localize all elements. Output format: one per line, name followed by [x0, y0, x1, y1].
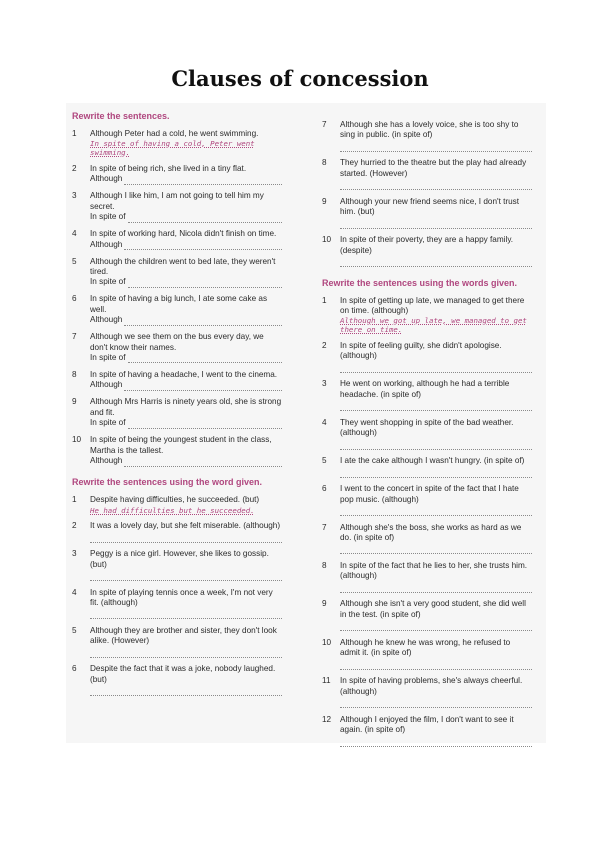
exercise-item: [322, 676, 532, 708]
item-sentence: Although she has a lovely voice, she is too shy to sing in public. (in spite of): [340, 120, 519, 140]
exercise-item: [72, 626, 282, 658]
worksheet: [66, 103, 546, 743]
item-sentence: Although she's the boss, she works as hard as we do. (in spite of): [340, 522, 522, 543]
dotted-line: [128, 421, 282, 429]
item-number: 10: [322, 637, 332, 647]
dotted-line: [124, 318, 282, 326]
exercise-item: [72, 294, 282, 325]
answer-start-word: Although: [90, 380, 123, 390]
item-number: 4: [322, 417, 327, 427]
item-number: 5: [322, 456, 327, 466]
answer-start-word: Although: [90, 239, 123, 249]
exercise-item: [72, 370, 282, 391]
exercise-item: [72, 495, 282, 514]
answer-line[interactable]: [340, 141, 532, 152]
item-number: 3: [72, 191, 77, 201]
exercise-item: [72, 229, 282, 250]
answer-start-word: Although: [90, 315, 123, 325]
answer-start-word: In spite of: [90, 353, 126, 363]
answer-line[interactable]: [340, 736, 532, 747]
item-number: 10: [72, 435, 82, 445]
dotted-line: [124, 383, 282, 391]
left-column: [72, 111, 282, 703]
answer-start-word: Although: [90, 456, 123, 466]
item-sentence: In spite of being rich, she lived in a tiny flat.: [90, 164, 247, 173]
page-title: Clauses of concession: [171, 66, 429, 91]
item-number: 11: [322, 676, 331, 686]
item-sentence: Although I enjoyed the film, I don't want to see it again. (in spite of): [340, 714, 514, 735]
answer-line[interactable]: [340, 256, 532, 267]
exercise-item: [322, 484, 532, 516]
answer-line[interactable]: [90, 353, 282, 363]
dotted-line: [124, 242, 282, 250]
item-sentence: Although Peter had a cold, he went swimming.: [90, 129, 259, 138]
answer-line[interactable]: [340, 697, 532, 708]
answer-line[interactable]: [90, 532, 282, 543]
item-sentence: Although the children went to bed late, they weren't tired.: [90, 256, 276, 277]
exercise-item: [72, 129, 282, 157]
answer-line[interactable]: [340, 362, 532, 373]
answer-line[interactable]: [90, 647, 282, 658]
answer-line[interactable]: [90, 277, 282, 287]
dotted-line: [128, 355, 282, 363]
right-column: [322, 120, 532, 753]
exercise-item: [322, 599, 532, 631]
answer-line[interactable]: [340, 620, 532, 631]
section2-heading: Rewrite the sentences using the word given.: [72, 477, 263, 488]
exercise-item: [72, 435, 282, 466]
item-number: 7: [72, 332, 77, 342]
item-sentence: In spite of the fact that he lies to her, she trusts him. (although): [340, 561, 528, 581]
item-number: 1: [72, 495, 77, 505]
item-number: 10: [322, 235, 332, 245]
item-sentence: It was a lovely day, but she felt miserable. (although): [90, 521, 281, 531]
item-sentence: In spite of their poverty, they are a happy family. (despite): [340, 235, 514, 255]
item-sentence: Despite having difficulties, he succeeded. (but): [90, 495, 260, 505]
exercise-item: [322, 235, 532, 267]
item-sentence: I ate the cake although I wasn't hungry. (in spite of): [340, 456, 525, 466]
answer-line[interactable]: [90, 380, 282, 390]
answer-line[interactable]: [90, 240, 282, 250]
answer-line[interactable]: [340, 179, 532, 190]
section2-list-part2: [322, 120, 532, 267]
item-sentence: In spite of feeling guilty, she didn't apologise. (although): [340, 341, 502, 361]
example-answer: In spite of having a cold, Peter went swimming.: [90, 139, 255, 158]
dotted-line: [128, 215, 282, 223]
exercise-item: [72, 257, 282, 288]
answer-start-word: In spite of: [90, 212, 126, 222]
item-sentence: Although he knew he was wrong, he refused to admit it. (in spite of): [340, 637, 511, 658]
item-sentence: In spite of getting up late, we managed to get there on time. (although): [340, 295, 525, 316]
item-number: 6: [322, 484, 327, 494]
exercise-item: [72, 549, 282, 581]
item-number: 7: [322, 522, 327, 532]
answer-start-word: In spite of: [90, 277, 126, 287]
item-number: 3: [322, 379, 327, 389]
exercise-item: [72, 397, 282, 428]
item-sentence: Although they are brother and sister, they don't look alike. (However): [90, 625, 277, 646]
item-number: 8: [322, 158, 327, 168]
section2-list-part1: [72, 495, 282, 696]
answer-line[interactable]: [340, 659, 532, 670]
item-number: 6: [72, 664, 77, 674]
item-number: 8: [72, 370, 77, 380]
answer-start-word: In spite of: [90, 418, 126, 428]
answer-start-word: Although: [90, 174, 123, 184]
answer-line[interactable]: [90, 212, 282, 222]
item-number: 7: [322, 120, 327, 129]
exercise-item: [72, 164, 282, 185]
item-sentence: Although we see them on the bus every day, we don't know their names.: [90, 332, 264, 352]
item-sentence: They went shopping in spite of the bad weather. (although): [340, 417, 514, 438]
item-number: 9: [322, 599, 327, 609]
exercise-item: [72, 588, 282, 620]
item-number: 6: [72, 294, 77, 304]
item-number: 9: [72, 397, 77, 407]
answer-line[interactable]: [340, 505, 532, 516]
exercise-item: [322, 341, 532, 373]
answer-line[interactable]: [340, 439, 532, 450]
item-sentence: Despite the fact that it was a joke, nobody laughed. (but): [90, 664, 276, 684]
answer-line[interactable]: [90, 608, 282, 619]
dotted-line: [128, 280, 282, 288]
item-sentence: In spite of working hard, Nicola didn't finish on time.: [90, 229, 277, 239]
exercise-item: [322, 715, 532, 747]
item-sentence: I went to the concert in spite of the fact that I hate pop music. (although): [340, 484, 519, 504]
answer-line[interactable]: [340, 218, 532, 229]
exercise-item: [322, 638, 532, 670]
item-number: 9: [322, 196, 327, 206]
item-number: 4: [72, 587, 77, 597]
exercise-item: [72, 664, 282, 696]
item-number: 1: [72, 129, 77, 138]
item-number: 3: [72, 549, 77, 559]
answer-line[interactable]: [90, 570, 282, 581]
exercise-item: [322, 120, 532, 152]
item-sentence: In spite of having problems, she's always cheerful. (although): [340, 676, 523, 696]
example-answer: He had difficulties but he succeeded.: [90, 505, 255, 515]
item-sentence: In spite of playing tennis once a week, I'm not very fit. (although): [90, 587, 273, 607]
answer-line[interactable]: [340, 543, 532, 554]
item-sentence: Although your new friend seems nice, I don't trust him. (but): [340, 196, 520, 217]
item-sentence: Although she isn't a very good student, she did well in the test. (in spite of): [340, 599, 526, 619]
item-sentence: In spite of being the youngest student in the class, Martha is the tallest.: [90, 435, 272, 455]
exercise-item: [322, 379, 532, 411]
section1-list: [72, 129, 282, 467]
exercise-item: [72, 332, 282, 363]
example-answer: Although we got up late, we managed to get there on time.: [340, 316, 527, 335]
answer-line[interactable]: [340, 467, 532, 478]
exercise-item: [72, 521, 282, 542]
exercise-item: [322, 561, 532, 593]
dotted-line: [124, 459, 282, 467]
exercise-item: [322, 158, 532, 190]
answer-line[interactable]: [90, 418, 282, 428]
section3-list: [322, 296, 532, 747]
section3-heading: Rewrite the sentences using the words given.: [322, 277, 518, 288]
item-number: 5: [72, 625, 77, 635]
item-number: 4: [72, 229, 77, 239]
answer-line[interactable]: [90, 685, 282, 696]
exercise-item: [322, 197, 532, 229]
section1-heading: Rewrite the sentences.: [72, 111, 170, 121]
item-number: 1: [322, 295, 327, 305]
item-number: 2: [72, 521, 77, 531]
item-sentence: He went on working, although he had a terrible headache. (in spite of): [340, 379, 510, 399]
answer-line[interactable]: [90, 315, 282, 325]
item-sentence: In spite of having a big lunch, I ate some cake as well.: [90, 294, 268, 314]
exercise-item: [322, 296, 532, 335]
answer-line[interactable]: [90, 174, 282, 184]
item-sentence: Peggy is a nice girl. However, she likes to gossip. (but): [90, 549, 269, 569]
exercise-item: [322, 523, 532, 555]
item-sentence: Although I like him, I am not going to tell him my secret.: [90, 191, 264, 211]
item-number: 2: [72, 164, 77, 173]
item-sentence: Although Mrs Harris is ninety years old, she is strong and fit.: [90, 397, 282, 417]
item-number: 2: [322, 341, 327, 351]
exercise-item: [322, 418, 532, 450]
exercise-item: [72, 191, 282, 222]
item-sentence: They hurried to the theatre but the play had already started. (However): [340, 158, 527, 178]
item-number: 8: [322, 561, 327, 571]
item-sentence: In spite of having a headache, I went to the cinema.: [90, 370, 278, 380]
item-number: 5: [72, 256, 77, 266]
dotted-line: [124, 177, 282, 185]
answer-line[interactable]: [340, 400, 532, 411]
item-number: 12: [322, 714, 332, 724]
exercise-item: [322, 456, 532, 477]
answer-line[interactable]: [90, 456, 282, 466]
answer-line[interactable]: [340, 582, 532, 593]
